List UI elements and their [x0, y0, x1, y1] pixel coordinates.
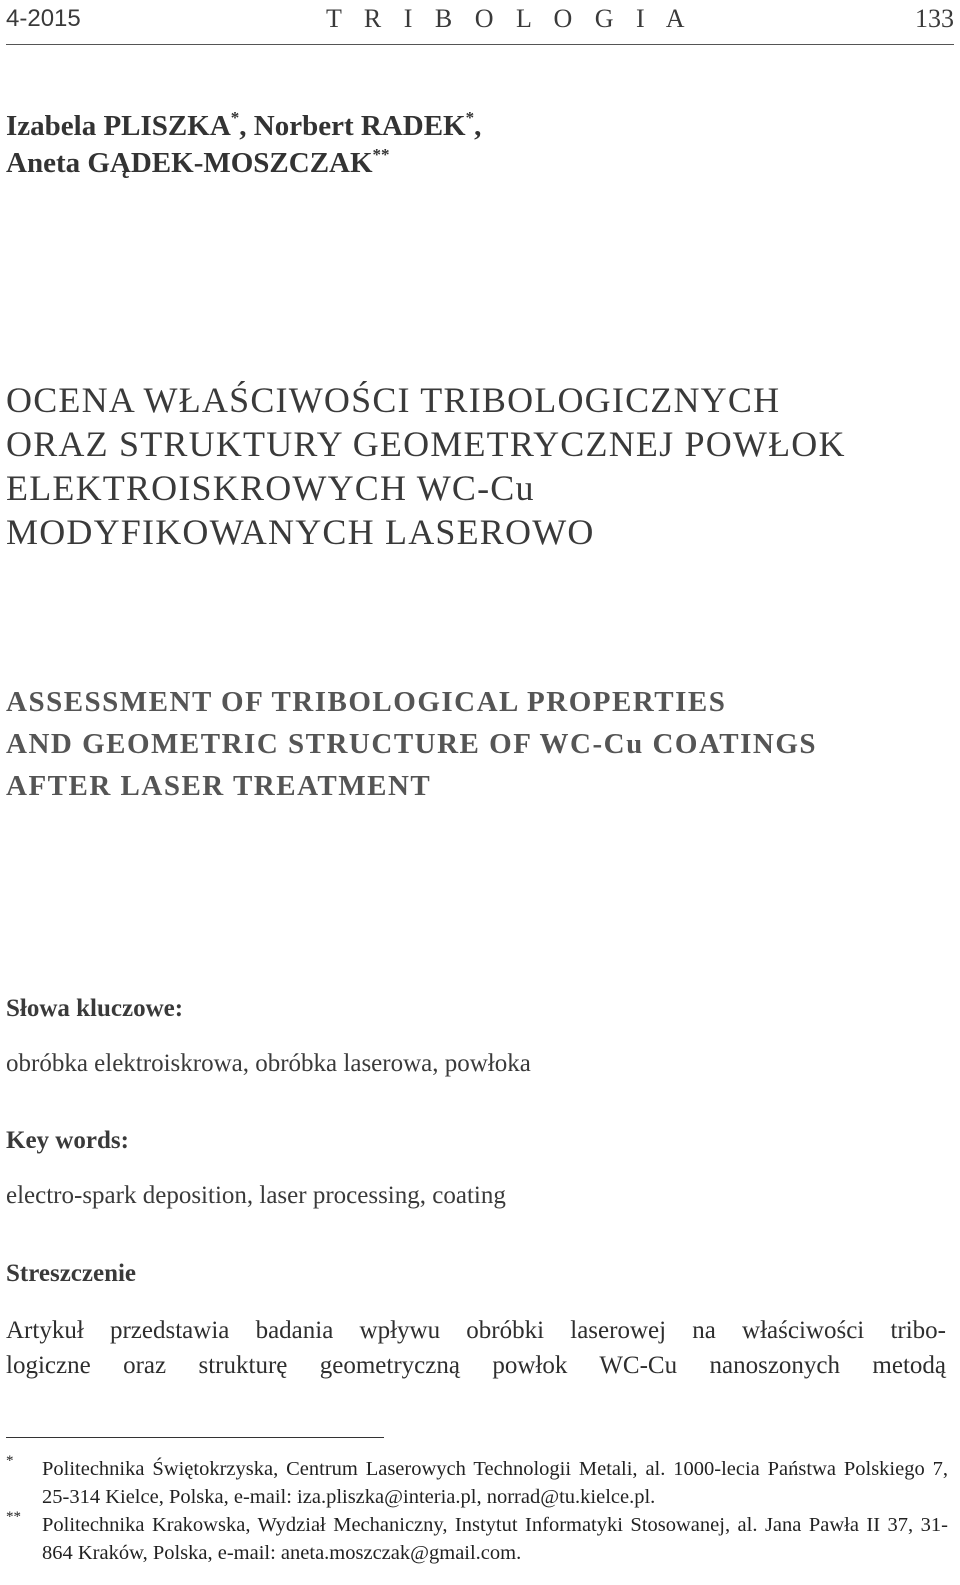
- keywords-en-heading: Key words:: [6, 1127, 129, 1154]
- title-line: ELEKTROISKROWYCH WC-Cu: [6, 468, 535, 508]
- footnote-affiliation-1: [6, 1455, 948, 1511]
- title-line: AFTER LASER TREATMENT: [6, 770, 432, 802]
- footnote-affiliation-2: [6, 1511, 948, 1567]
- footnote-mark: *: [6, 1453, 14, 1469]
- issue-number: 4-2015: [6, 5, 81, 32]
- running-header: [6, 0, 954, 45]
- keywords-pl-text: obróbka elektroiskrowa, obróbka laserowa, powłoka: [6, 1050, 531, 1077]
- abstract-line: logiczne oraz strukturę geometryczną powłok WC-Cu nanoszonych metodą: [6, 1352, 946, 1379]
- title-english: [6, 681, 817, 807]
- title-line: AND GEOMETRIC STRUCTURE OF WC-Cu COATINGS: [6, 728, 818, 760]
- footnote-text: Politechnika Świętokrzyska, Centrum Laserowych Technologii Metali, al. 1000-lecia Państwa Polskiego 7, 25-314 Kielce, Polska, e-mail: iza.pliszka@interia.pl, norrad@tu.kielce.pl.: [42, 1458, 948, 1508]
- author-name: Norbert RADEK: [253, 110, 466, 142]
- keywords-pl-heading: Słowa kluczowe:: [6, 995, 184, 1022]
- author-separator: ,: [239, 110, 254, 142]
- abstract-heading: Streszczenie: [6, 1260, 137, 1287]
- footnote-divider: [6, 1437, 384, 1438]
- title-line: MODYFIKOWANYCH LASEROWO: [6, 512, 595, 552]
- author-list: [6, 108, 481, 182]
- footnote-mark: **: [6, 1509, 21, 1525]
- title-line: ASSESSMENT OF TRIBOLOGICAL PROPERTIES: [6, 686, 727, 718]
- affiliation-mark: **: [372, 145, 390, 164]
- footnote-text: Politechnika Krakowska, Wydział Mechaniczny, Instytut Informatyki Stosowanej, al. Jana Pawła II 37, 31-864 Kraków, Polska, e-mail: aneta.moszczak@gmail.com.: [42, 1514, 948, 1564]
- keywords-en-text: electro-spark deposition, laser processing, coating: [6, 1182, 506, 1209]
- abstract-line: Artykuł przedstawia badania wpływu obróbki laserowej na właściwości tribo-: [6, 1317, 946, 1344]
- title-line: OCENA WŁAŚCIWOŚCI TRIBOLOGICZNYCH: [6, 380, 781, 420]
- page-number: 133: [915, 4, 954, 33]
- author-line-1: [6, 108, 481, 145]
- author-name: Izabela PLISZKA: [6, 110, 231, 142]
- author-line-2: [6, 145, 481, 182]
- affiliation-mark: *: [230, 108, 240, 127]
- author-separator: ,: [474, 110, 482, 142]
- title-polish: [6, 378, 846, 554]
- affiliation-mark: *: [465, 108, 475, 127]
- abstract-body: [6, 1313, 946, 1383]
- journal-name: T R I B O L O G I A: [326, 4, 693, 33]
- title-line: ORAZ STRUKTURY GEOMETRYCZNEJ POWŁOK: [6, 424, 846, 464]
- author-name: Aneta GĄDEK-MOSZCZAK: [6, 147, 373, 179]
